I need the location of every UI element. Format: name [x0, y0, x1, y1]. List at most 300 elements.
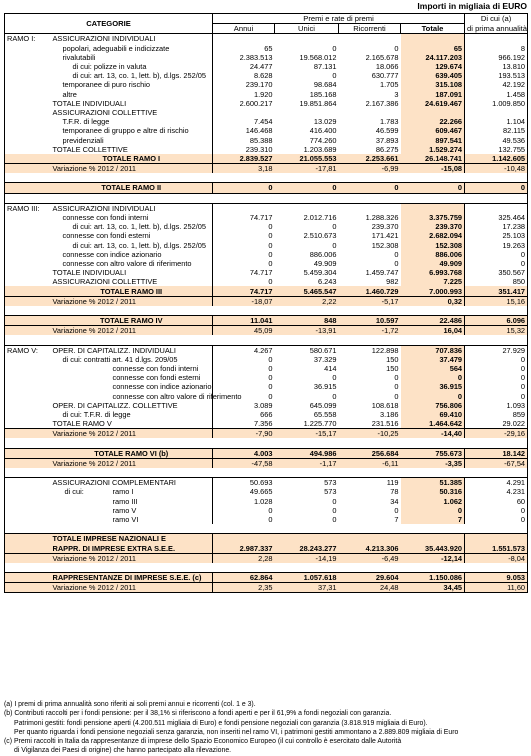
value-totale: 22.266 — [401, 117, 465, 126]
value-prima-annualita: 6.096 — [465, 316, 528, 326]
spacer-cell — [5, 335, 51, 345]
value-ricorrenti: 150 — [386, 364, 399, 374]
spacer-cell — [401, 524, 465, 534]
value-totale: 897.541 — [401, 135, 465, 144]
value-unici: -17,81 — [275, 164, 339, 174]
table-row — [5, 296, 528, 306]
value-totale: 1.150.086 — [401, 573, 465, 583]
row-sub-label: ramo VI — [112, 515, 139, 525]
spacer-cell — [465, 563, 528, 573]
value-totale: 2.682.094 — [401, 231, 465, 240]
spacer-cell — [275, 306, 339, 316]
table-row — [5, 458, 528, 468]
value-prima-annualita: 859 — [465, 410, 528, 419]
value-totale: 639.405 — [401, 71, 465, 80]
row-label: rivalutabili — [62, 52, 96, 62]
value-ricorrenti: 0 — [394, 382, 399, 392]
spacer-cell — [465, 173, 528, 183]
spacer-cell — [213, 193, 275, 203]
value-ricorrenti: 2.165.678 — [365, 52, 399, 62]
row-section-label — [5, 259, 51, 268]
value-totale: 51.385 — [401, 478, 465, 488]
spacer-row — [5, 173, 528, 183]
value-prima-annualita: 19.263 — [465, 241, 528, 250]
spacer-cell — [275, 563, 339, 573]
table-row — [5, 71, 528, 80]
value-unici: 573 — [275, 478, 339, 488]
spacer-cell — [275, 173, 339, 183]
value-annui: 146.468 — [213, 126, 275, 135]
value-prima-annualita: 350.567 — [465, 268, 528, 277]
row-section-label — [5, 382, 51, 391]
row-section-label — [5, 410, 51, 419]
footnote-c: (c) Premi raccolti in Italia da rappresentanze di imprese dello Spazio Economico Europeo (il cui controllo è esercitato dalle Autorità — [4, 738, 402, 746]
row-section-label — [5, 429, 51, 439]
spacer-cell — [465, 438, 528, 448]
row-section-label — [5, 497, 51, 506]
spacer-cell — [339, 468, 401, 478]
row-label: TOTALE IMPRESE NAZIONALI E — [51, 534, 213, 544]
spacer-cell — [5, 524, 51, 534]
value-unici — [275, 534, 339, 544]
header-dicui-1: Di cui (a) — [465, 14, 528, 24]
value-prima-annualita: 0 — [465, 506, 528, 515]
value-prima-annualita: -8,04 — [465, 553, 528, 563]
value-annui — [213, 534, 275, 544]
value-totale: 24.117.203 — [401, 53, 465, 62]
row-section-label — [5, 448, 51, 458]
value-totale: 16,04 — [401, 326, 465, 336]
value-annui: 2.383.513 — [213, 53, 275, 62]
table-row — [5, 478, 528, 488]
value-unici: -13,91 — [275, 326, 339, 336]
value-unici: 0 — [332, 222, 337, 232]
spacer-cell — [51, 306, 213, 316]
row-label: RAPPR. DI IMPRESE EXTRA S.E.E. — [51, 544, 213, 554]
row-label: ASSICURAZIONI INDIVIDUALI — [51, 34, 213, 44]
value-ricorrenti: -1,72 — [339, 326, 401, 336]
value-unici: -15,17 — [275, 429, 339, 439]
spacer-cell — [339, 438, 401, 448]
value-totale: 0 — [401, 392, 465, 401]
row-label: Variazione % 2012 / 2011 — [51, 458, 213, 468]
value-ricorrenti: 1.705 — [380, 80, 399, 90]
row-label: ASSICURAZIONI INDIVIDUALI — [51, 203, 213, 213]
value-unici: 494.986 — [275, 448, 339, 458]
row-label: connesse con altro valore di riferimento — [112, 391, 242, 401]
value-annui: 3,18 — [213, 164, 275, 174]
value-prima-annualita: 82.115 — [465, 126, 528, 135]
value-totale: 1.529.274 — [401, 145, 465, 154]
row-label: TOTALE INDIVIDUALI — [52, 268, 127, 278]
spacer-row — [5, 468, 528, 478]
row-label: previdenziali — [62, 135, 104, 145]
value-totale: 315.108 — [401, 80, 465, 89]
header-dicui-2: di prima annualità — [465, 24, 528, 34]
value-unici: 0 — [332, 43, 337, 53]
row-section-label — [5, 268, 51, 277]
row-section-label — [5, 534, 51, 544]
value-ricorrenti: -10,25 — [339, 429, 401, 439]
spacer-cell — [339, 335, 401, 345]
row-sub-label: ramo V — [112, 505, 137, 515]
header-col-totale: Totale — [401, 24, 465, 34]
footnote-b-cont-2: Per quanto riguarda i fondi pensione negoziali senza garanzia, non inseriti nel ramo VI, i patrimoni gestiti ammontano a 2.889.809 migliaia di Euro — [14, 728, 459, 736]
row-label: connesse con fondi esterni — [62, 231, 151, 241]
row-label: connesse con indice azionario — [112, 382, 212, 392]
table-row — [5, 108, 528, 117]
value-prima-annualita: 0 — [465, 373, 528, 382]
row-label: Variazione % 2012 / 2011 — [51, 164, 213, 174]
value-ricorrenti: 2.167.386 — [365, 98, 399, 108]
spacer-cell — [465, 468, 528, 478]
table-row — [5, 241, 528, 250]
value-totale: 36.915 — [401, 382, 465, 391]
table-row — [5, 62, 528, 71]
spacer-cell — [401, 193, 465, 203]
value-ricorrenti: 108.618 — [371, 400, 399, 410]
row-label: temporanee di gruppo e altre di rischio — [62, 126, 189, 136]
row-label: TOTALE RAMO III — [51, 286, 213, 296]
value-totale: 7.225 — [401, 277, 465, 286]
spacer-cell — [401, 468, 465, 478]
value-unici: 1.225.770 — [303, 419, 337, 429]
value-totale: 755.673 — [401, 448, 465, 458]
value-totale: 0 — [401, 506, 465, 515]
footnote-b-cont-1: Patrimoni gestiti: fondi pensione aperti (4.200.511 migliaia di Euro) e fondi pensione negoziali con garanzia (3.818.919 migliaia di Euro). — [14, 719, 428, 727]
spacer-cell — [275, 524, 339, 534]
row-sub-label: ramo III — [112, 496, 138, 506]
value-prima-annualita: 132.755 — [465, 145, 528, 154]
value-unici: 2.510.673 — [303, 231, 337, 241]
value-annui: 2.839.527 — [213, 154, 275, 164]
row-label: Variazione % 2012 / 2011 — [51, 553, 213, 563]
value-annui: 0 — [213, 231, 275, 240]
table-row — [5, 53, 528, 62]
row-label: RAPPRESENTANZE DI IMPRESE S.E.E. (c) — [51, 573, 213, 583]
value-ricorrenti: 982 — [386, 277, 399, 287]
spacer-row — [5, 524, 528, 534]
value-totale — [401, 34, 465, 44]
table-row — [5, 117, 528, 126]
value-totale: 1.464.642 — [401, 419, 465, 429]
table-row — [5, 99, 528, 108]
value-annui: 0 — [213, 382, 275, 391]
value-totale: 65 — [401, 44, 465, 53]
value-unici: 185.168 — [309, 89, 337, 99]
value-ricorrenti: 1.460.729 — [339, 286, 401, 296]
value-annui: 24.477 — [213, 62, 275, 71]
unit-note: Importi in migliaia di EURO — [417, 1, 527, 11]
table-row — [5, 259, 528, 268]
value-prima-annualita: -29,16 — [465, 429, 528, 439]
value-totale: -15,08 — [401, 164, 465, 174]
row-section-label — [5, 544, 51, 554]
row-section-label — [5, 44, 51, 53]
value-ricorrenti: 231.516 — [371, 419, 399, 429]
row-label: T.F.R. di legge — [62, 117, 110, 127]
value-unici: 6.243 — [318, 277, 337, 287]
row-label: ASSICURAZIONI COMPLEMENTARI — [51, 478, 213, 488]
row-label: altre — [62, 89, 77, 99]
value-totale: 1.062 — [401, 497, 465, 506]
row-section-label — [5, 364, 51, 373]
table-row — [5, 515, 528, 524]
table-row — [5, 506, 528, 515]
value-unici — [275, 34, 339, 44]
table-row — [5, 268, 528, 277]
value-totale: 26.148.741 — [401, 154, 465, 164]
spacer-cell — [5, 306, 51, 316]
row-section-label — [5, 277, 51, 286]
value-totale: 7 — [401, 515, 465, 524]
value-prima-annualita: 25.103 — [465, 231, 528, 240]
value-prima-annualita: 13.810 — [465, 62, 528, 71]
value-ricorrenti: 1.288.326 — [365, 213, 399, 223]
value-annui: 2,28 — [213, 553, 275, 563]
value-totale: 0 — [401, 183, 465, 193]
value-annui: 74.717 — [213, 286, 275, 296]
value-prima-annualita: 1.104 — [465, 117, 528, 126]
value-prima-annualita: 0 — [465, 183, 528, 193]
value-unici: 19.568.012 — [299, 52, 337, 62]
row-label: di cui: art. 13, co. 1, lett. b), d.lgs. 252/05 — [72, 222, 207, 232]
value-unici: 36.915 — [313, 382, 337, 392]
spacer-cell — [213, 563, 275, 573]
value-prima-annualita: 11,60 — [465, 583, 528, 593]
value-prima-annualita: 1.458 — [465, 90, 528, 99]
value-prima-annualita: 17.238 — [465, 222, 528, 231]
row-section-label — [5, 573, 51, 583]
row-section-label — [5, 506, 51, 515]
table-row — [5, 145, 528, 154]
row-label: di cui: T.F.R. di legge — [62, 409, 131, 419]
row-label: TOTALE RAMO II — [51, 183, 213, 193]
value-ricorrenti: 0 — [394, 373, 399, 383]
value-totale: -14,40 — [401, 429, 465, 439]
spacer-cell — [213, 306, 275, 316]
value-annui: 1.920 — [213, 90, 275, 99]
value-prima-annualita: 15,32 — [465, 326, 528, 336]
row-label: TOTALE COLLETTIVE — [52, 144, 128, 154]
table-row — [5, 573, 528, 583]
table-row — [5, 222, 528, 231]
row-section-label — [5, 419, 51, 429]
value-unici: 0 — [332, 496, 337, 506]
header-categorie: CATEGORIE — [5, 14, 213, 34]
value-annui: 0 — [213, 277, 275, 286]
row-section-label — [5, 183, 51, 193]
value-prima-annualita — [465, 203, 528, 213]
spacer-cell — [213, 468, 275, 478]
row-label: Variazione % 2012 / 2011 — [51, 429, 213, 439]
table-row — [5, 410, 528, 419]
table-row — [5, 583, 528, 593]
value-ricorrenti: 18.066 — [375, 62, 399, 72]
value-annui — [213, 108, 275, 117]
table-row — [5, 544, 528, 554]
value-unici: 65.558 — [313, 409, 337, 419]
spacer-row — [5, 563, 528, 573]
value-annui: 62.864 — [213, 573, 275, 583]
value-prima-annualita: 15,16 — [465, 296, 528, 306]
row-section-label — [5, 231, 51, 240]
value-ricorrenti: 78 — [390, 487, 399, 497]
value-totale: 37.479 — [401, 355, 465, 364]
value-totale: 49.909 — [401, 259, 465, 268]
value-ricorrenti: 171.421 — [371, 231, 399, 241]
header-col-ricorrenti: Ricorrenti — [339, 24, 401, 34]
value-unici: 19.851.864 — [299, 98, 337, 108]
table-row — [5, 382, 528, 391]
spacer-row — [5, 335, 528, 345]
row-section-label — [5, 117, 51, 126]
value-ricorrenti — [339, 108, 401, 117]
value-annui: 0 — [213, 222, 275, 231]
row-section-label: RAMO V: — [5, 345, 51, 355]
spacer-cell — [401, 173, 465, 183]
spacer-cell — [51, 193, 213, 203]
value-prima-annualita: -67,54 — [465, 458, 528, 468]
table-row — [5, 345, 528, 355]
value-unici: 49.909 — [313, 258, 337, 268]
value-ricorrenti — [339, 203, 401, 213]
spacer-cell — [339, 173, 401, 183]
value-totale: 24.619.467 — [401, 99, 465, 108]
value-unici: 580.671 — [275, 345, 339, 355]
spacer-cell — [465, 524, 528, 534]
row-label: connesse con indice azionario — [62, 249, 162, 259]
row-label: TOTALE RAMO I — [51, 154, 213, 164]
table-row — [5, 250, 528, 259]
table-row — [5, 497, 528, 506]
value-annui: 4.003 — [213, 448, 275, 458]
value-prima-annualita: 42.192 — [465, 80, 528, 89]
spacer-cell — [51, 173, 213, 183]
table-row — [5, 364, 528, 373]
row-section-label — [5, 126, 51, 135]
row-label: Variazione % 2012 / 2011 — [51, 583, 213, 593]
value-unici: 2,22 — [275, 296, 339, 306]
value-prima-annualita: 0 — [465, 382, 528, 391]
row-section-label — [5, 154, 51, 164]
row-section-label — [5, 213, 51, 222]
value-ricorrenti: -6,99 — [339, 164, 401, 174]
value-annui: 2.600.217 — [213, 99, 275, 108]
header-group: Premi e rate di premi — [213, 14, 465, 24]
row-section-label — [5, 355, 51, 364]
row-label: di cui: art. 13, co. 1, lett. b), d.lgs. 252/05 — [72, 240, 207, 250]
row-label — [51, 515, 213, 524]
value-annui: 0 — [213, 515, 275, 524]
row-label — [51, 506, 213, 515]
value-annui: 0 — [213, 241, 275, 250]
spacer-cell — [339, 193, 401, 203]
spacer-cell — [275, 335, 339, 345]
value-unici: 1.057.618 — [275, 573, 339, 583]
row-section-label — [5, 286, 51, 296]
row-section-label — [5, 62, 51, 71]
value-annui: 7.454 — [213, 117, 275, 126]
spacer-cell — [275, 468, 339, 478]
value-ricorrenti: 7 — [394, 515, 399, 525]
value-annui: 0 — [213, 355, 275, 364]
row-label-prefix — [53, 515, 65, 524]
row-label: popolari, adeguabili e indicizzate — [62, 43, 170, 53]
value-unici: 1.203.689 — [303, 144, 337, 154]
value-unici: 0 — [332, 71, 337, 81]
value-unici: 21.055.553 — [275, 154, 339, 164]
value-prima-annualita: 8 — [465, 44, 528, 53]
spacer-cell — [5, 173, 51, 183]
value-prima-annualita — [465, 108, 528, 117]
row-section-label — [5, 164, 51, 174]
row-label-prefix: di cui: — [64, 487, 84, 497]
value-totale: 7.000.993 — [401, 286, 465, 296]
spacer-cell — [51, 563, 213, 573]
spacer-cell — [51, 524, 213, 534]
value-prima-annualita: 325.464 — [465, 213, 528, 222]
value-prima-annualita: 0 — [465, 392, 528, 401]
row-section-label — [5, 241, 51, 250]
value-totale: 756.806 — [401, 401, 465, 410]
value-prima-annualita: 351.417 — [465, 286, 528, 296]
value-prima-annualita — [465, 34, 528, 44]
table-row — [5, 277, 528, 286]
table-row — [5, 213, 528, 222]
table-row — [5, 183, 528, 193]
table-row — [5, 355, 528, 364]
value-annui — [213, 34, 275, 44]
value-ricorrenti — [339, 34, 401, 44]
footnote-b: (b) Contributi raccolti per i fondi pensione: per il 38,1% si riferiscono a fondi aperti e per il 61,9% a fondi negoziali con garanzia. — [4, 710, 392, 718]
row-section-label — [5, 250, 51, 259]
value-unici: 414 — [324, 364, 337, 374]
spacer-cell — [401, 335, 465, 345]
value-ricorrenti: 1.783 — [380, 117, 399, 127]
row-section-label — [5, 515, 51, 524]
table-row — [5, 164, 528, 174]
row-label-prefix — [53, 506, 65, 515]
value-ricorrenti: 34 — [390, 496, 399, 506]
value-prima-annualita: -10,48 — [465, 164, 528, 174]
spacer-cell — [465, 193, 528, 203]
value-prima-annualita: 4.291 — [465, 478, 528, 488]
value-ricorrenti: 122.898 — [339, 345, 401, 355]
table-row — [5, 553, 528, 563]
row-section-label: RAMO I: — [5, 34, 51, 44]
value-totale: 707.836 — [401, 345, 465, 355]
row-label: temporanee di puro rischio — [62, 80, 151, 90]
value-prima-annualita: 0 — [465, 355, 528, 364]
table-row — [5, 448, 528, 458]
spacer-cell — [339, 563, 401, 573]
value-unici: 848 — [275, 316, 339, 326]
value-prima-annualita: 1.551.573 — [465, 544, 528, 554]
row-section-label — [5, 458, 51, 468]
value-unici: 87.131 — [313, 62, 337, 72]
row-label: connesse con fondi esterni — [112, 373, 201, 383]
value-unici: 645.099 — [309, 400, 337, 410]
value-unici: 886.006 — [309, 249, 337, 259]
spacer-cell — [213, 438, 275, 448]
value-totale: 609.467 — [401, 126, 465, 135]
row-section-label — [5, 392, 51, 401]
value-totale: -12,14 — [401, 553, 465, 563]
row-section-label — [5, 135, 51, 144]
header-col-annui: Annui — [213, 24, 275, 34]
row-label: OPER. DI CAPITALIZZ. INDIVIDUALI — [51, 345, 213, 355]
